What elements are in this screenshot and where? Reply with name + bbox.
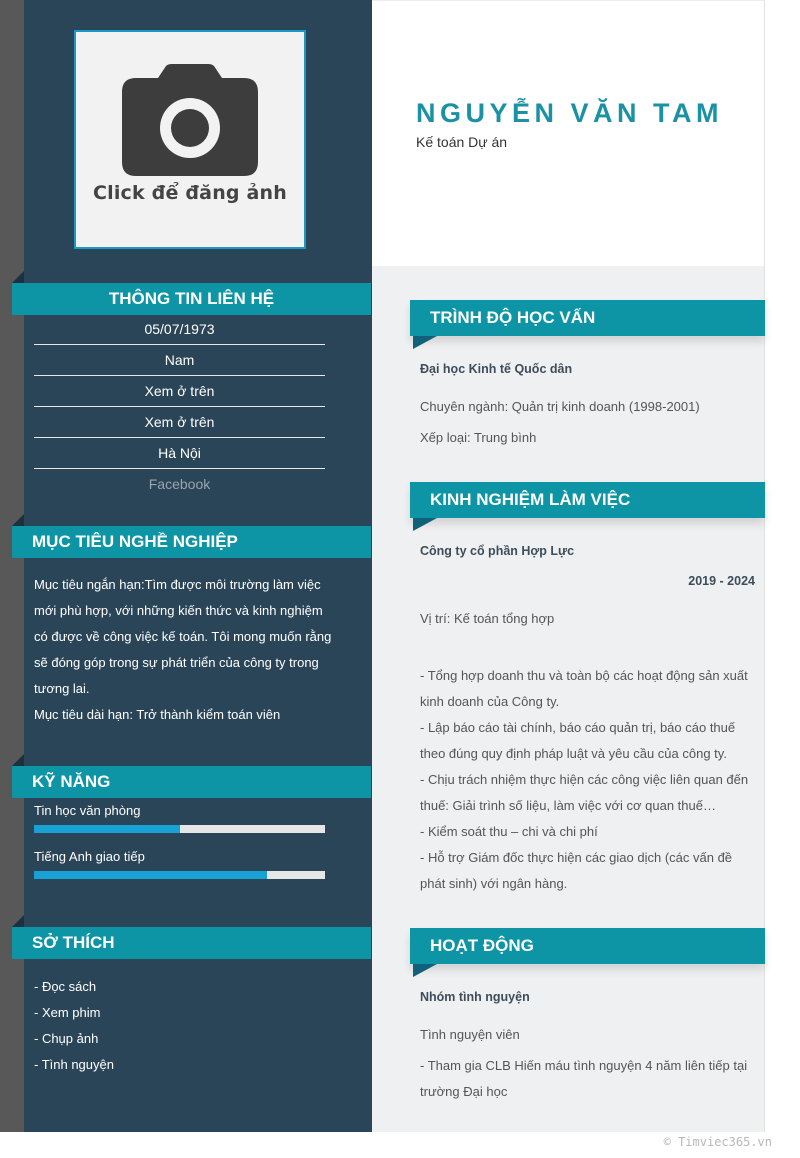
skill-bar — [34, 825, 325, 833]
work-role[interactable]: Vị trí: Kế toán tổng hợp — [420, 611, 555, 626]
activity-role[interactable]: Tình nguyện viên — [420, 1027, 520, 1042]
header-area — [372, 0, 765, 266]
skill-bar-fill — [34, 871, 267, 879]
major[interactable]: Chuyên ngành: Quản trị kinh doanh (1998-2001) — [420, 399, 700, 414]
hobby-item: - Chụp ảnh — [34, 1031, 99, 1046]
job-title[interactable]: Kế toán Dự án — [416, 134, 508, 150]
skill-item[interactable] — [34, 803, 325, 833]
activities-heading-label: HOẠT ĐỘNG — [430, 936, 534, 955]
address-field[interactable]: Hà Nội — [34, 438, 325, 469]
skill-label: Tiếng Anh giao tiếp — [34, 849, 145, 864]
gender-field[interactable]: Nam — [34, 345, 325, 376]
email-field[interactable]: Xem ở trên — [34, 407, 325, 438]
activity-org[interactable]: Nhóm tình nguyện — [420, 990, 530, 1004]
hobbies-list[interactable] — [34, 974, 114, 1078]
camera-icon — [122, 64, 258, 176]
skill-item[interactable] — [34, 849, 325, 879]
work-duties[interactable] — [420, 663, 755, 897]
candidate-name[interactable]: NGUYỄN VĂN TAM — [416, 98, 724, 128]
experience-heading-label: KINH NGHIỆM LÀM VIỆC — [430, 490, 631, 509]
objective-heading-label: MỤC TIÊU NGHỀ NGHIỆP — [32, 532, 238, 551]
heading-fold — [12, 514, 24, 526]
duty-item: - Kiểm soát thu – chi và chi phí — [420, 824, 598, 839]
skill-label: Tin học văn phòng — [34, 803, 141, 818]
experience-heading — [410, 482, 765, 518]
watermark: © Timviec365.vn — [663, 1135, 772, 1149]
hobby-item: - Tình nguyện — [34, 1057, 114, 1072]
heading-fold — [12, 271, 24, 283]
skill-bar — [34, 871, 325, 879]
birthdate-field[interactable]: 05/07/1973 — [34, 314, 325, 345]
heading-fold — [413, 518, 437, 531]
skills-heading — [12, 766, 371, 798]
skill-bar-fill — [34, 825, 180, 833]
skills-heading-label: KỸ NĂNG — [32, 772, 111, 791]
education-heading — [410, 300, 765, 336]
contact-heading — [12, 283, 371, 315]
short-term-goal: Mục tiêu ngắn hạn:Tìm được môi trường làm việc mới phù hợp, với những kiến thức và kinh nghiệm có được về công việc kế toán. Tôi mong muốn rằng sẽ đóng góp trong sự phát triển của công ty trong tương lai. — [34, 577, 332, 696]
hobby-item: - Xem phim — [34, 1005, 101, 1020]
heading-fold — [12, 754, 24, 766]
photo-caption: Click để đăng ảnh — [92, 182, 288, 204]
phone-field[interactable]: Xem ở trên — [34, 376, 325, 407]
objective-text[interactable] — [34, 572, 339, 728]
hobby-item: - Đọc sách — [34, 979, 97, 994]
hobbies-heading — [12, 927, 371, 959]
grade[interactable]: Xếp loại: Trung bình — [420, 430, 537, 445]
contact-heading-label: THÔNG TIN LIÊN HỆ — [108, 289, 275, 308]
left-edge-strip — [0, 0, 24, 1132]
facebook-field[interactable]: Facebook — [148, 476, 211, 492]
heading-fold — [413, 336, 437, 349]
heading-fold — [12, 915, 24, 927]
objective-heading — [12, 526, 371, 558]
photo-upload[interactable] — [74, 30, 306, 249]
duty-item: - Tổng hợp doanh thu và toàn bộ các hoạt động sản xuất kinh doanh của Công ty. — [420, 668, 748, 709]
company-name[interactable]: Công ty cổ phần Hợp Lực — [420, 544, 575, 558]
activity-desc[interactable]: - Tham gia CLB Hiến máu tình nguyện 4 năm liên tiếp tại trường Đại học — [420, 1058, 748, 1099]
heading-fold — [413, 964, 437, 977]
duty-item: - Chịu trách nhiệm thực hiện các công việc liên quan đến thuế: Giải trình số liệu, làm việc với cơ quan thuế… — [420, 772, 749, 813]
long-term-goal: Mục tiêu dài hạn: Trở thành kiểm toán viên — [34, 707, 281, 722]
duty-item: - Hỗ trợ Giám đốc thực hiện các giao dịch (các vấn đề phát sinh) với ngân hàng. — [420, 850, 733, 891]
education-heading-label: TRÌNH ĐỘ HỌC VẤN — [430, 308, 596, 327]
work-period[interactable]: 2019 - 2024 — [688, 574, 755, 588]
hobbies-heading-label: SỞ THÍCH — [32, 933, 115, 952]
duty-item: - Lập báo cáo tài chính, báo cáo quản trị, báo cáo thuế theo đúng quy định pháp luật và yêu cầu của công ty. — [420, 720, 736, 761]
contact-list — [34, 314, 325, 500]
school-name[interactable]: Đại học Kinh tế Quốc dân — [420, 362, 573, 376]
activities-heading — [410, 928, 765, 964]
